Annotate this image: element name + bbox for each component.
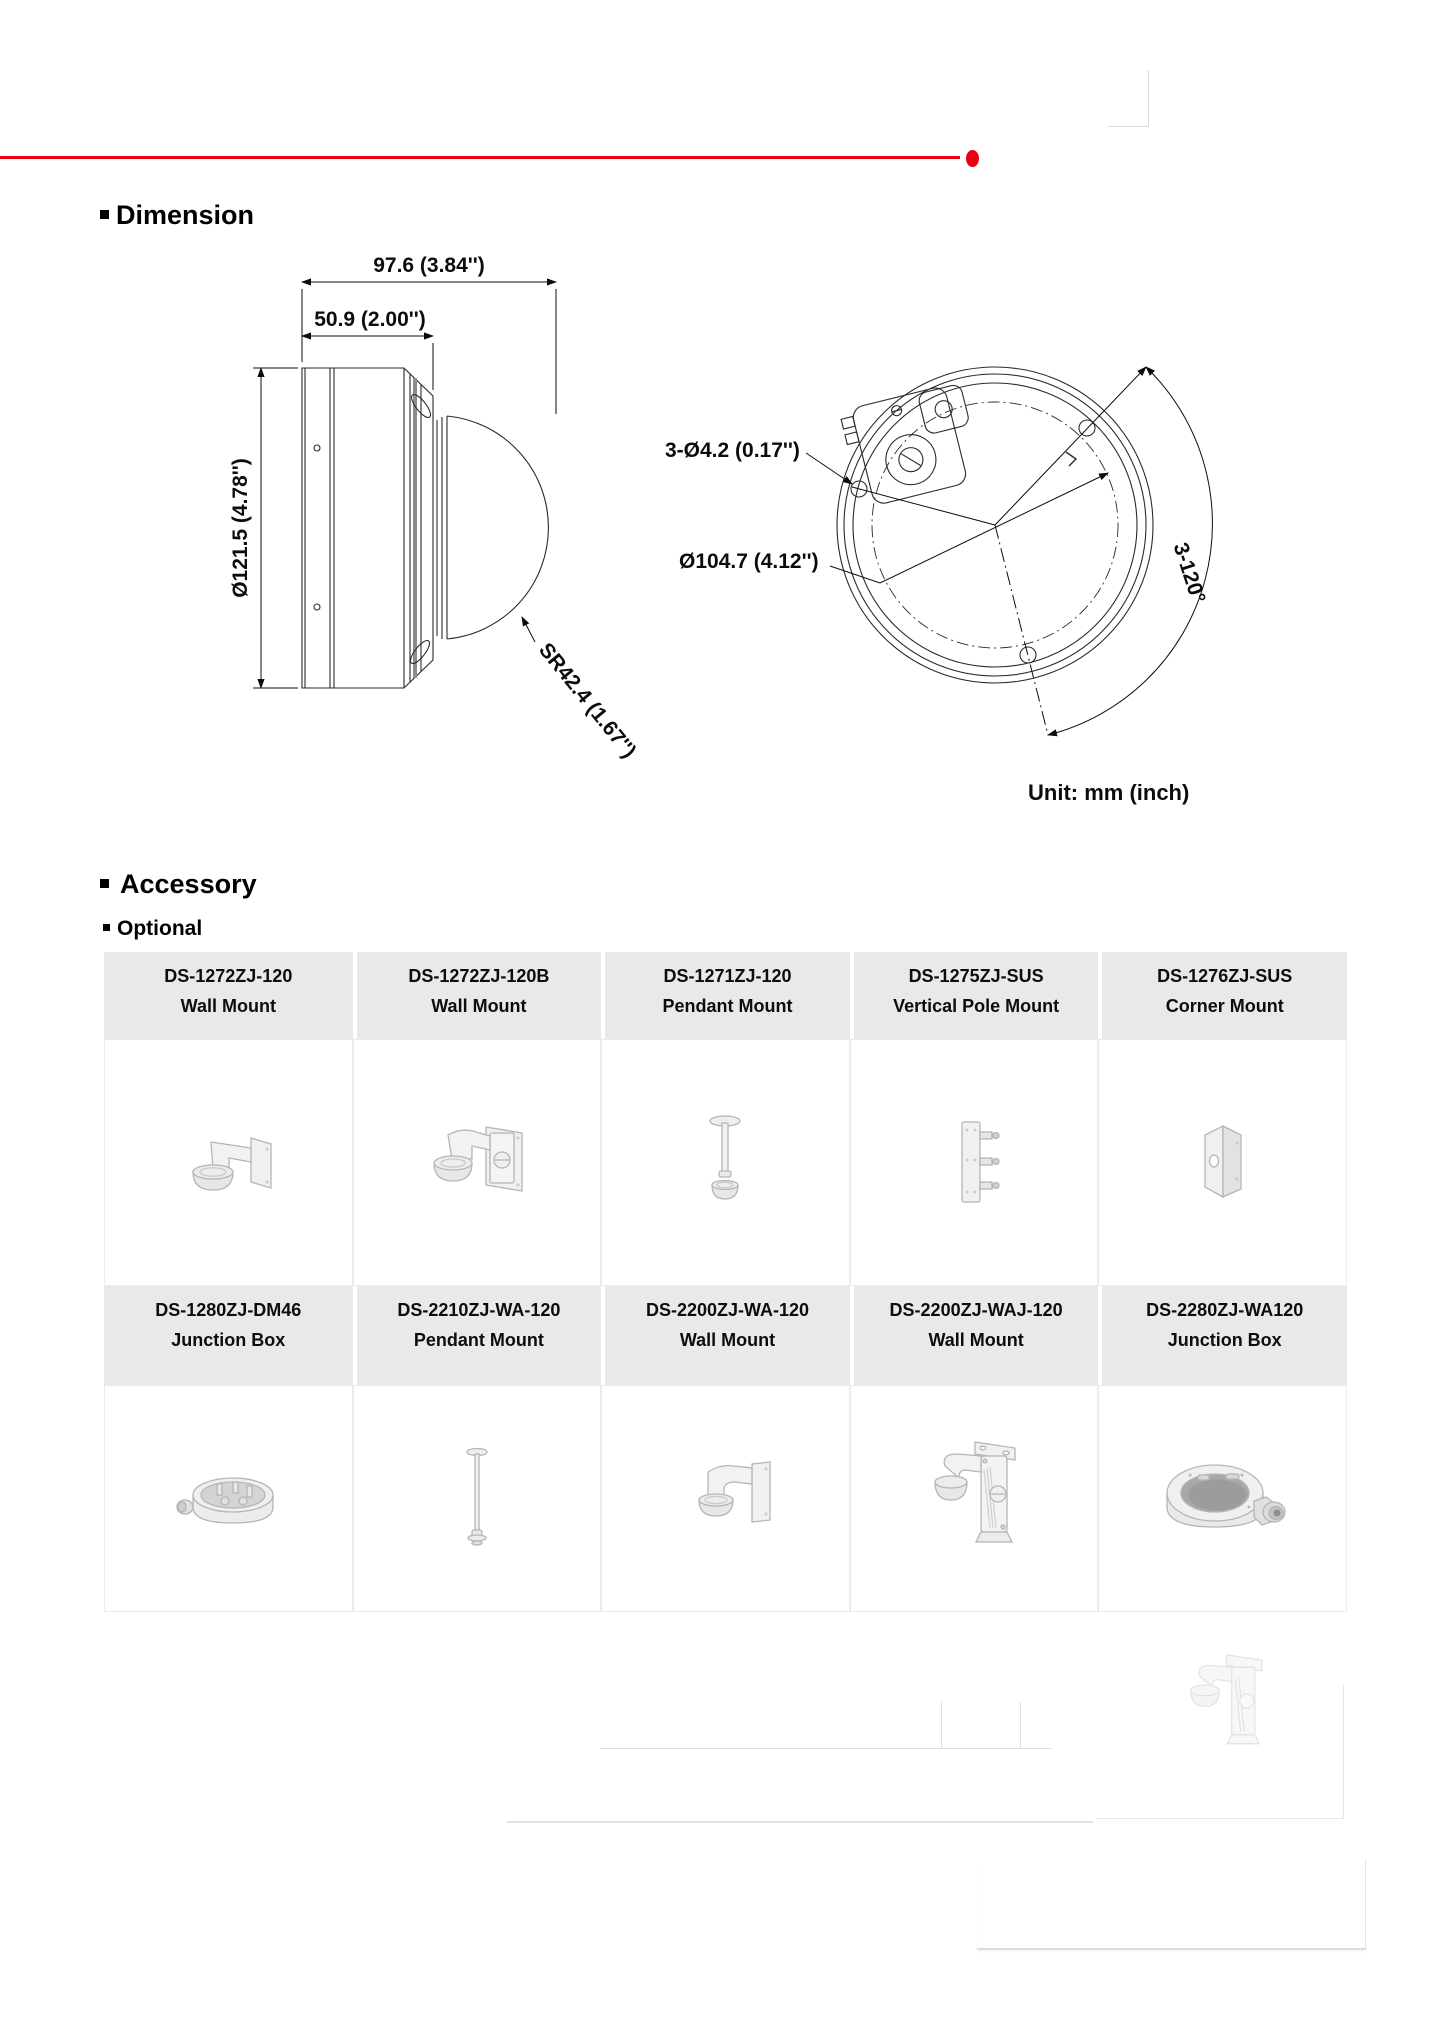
accessory-name: Wall Mount — [180, 996, 276, 1016]
page-artifact-box — [507, 1778, 1093, 1823]
accessory-image-cell — [353, 1385, 602, 1612]
accessory-model: DS-1276ZJ-SUS — [1157, 966, 1293, 986]
accessory-model: DS-1275ZJ-SUS — [908, 966, 1044, 986]
side-view-drawing — [302, 368, 548, 688]
page-artifact-tick — [1020, 1702, 1021, 1748]
dimension-title-text: Dimension — [116, 200, 255, 230]
ghost-wall-mount-icon — [1163, 1653, 1288, 1758]
dim-total-width-label: 97.6 (3.84'') — [373, 254, 485, 277]
bottom-view-dimensions — [806, 367, 1212, 735]
accessory-title-text: Accessory — [120, 869, 257, 899]
wall-mount-backbox-icon — [424, 1123, 529, 1203]
page-artifact-line — [600, 1748, 1052, 1749]
accessory-name: Junction Box — [1167, 1330, 1282, 1350]
unit-note: Unit: mm (inch) — [1028, 780, 1190, 805]
square-bullet-icon — [100, 879, 109, 888]
accessory-optional-subtitle — [103, 917, 202, 941]
accessory-header-cell — [104, 1286, 353, 1385]
accessory-header-cell — [1098, 952, 1347, 1039]
page-artifact-box — [977, 1860, 1366, 1950]
dim-hole-spec-label: 3-Ø4.2 (0.17'') — [665, 439, 800, 462]
wall-arm-cup-icon — [678, 1460, 773, 1538]
accessory-name: Corner Mount — [1165, 996, 1284, 1016]
accessory-image-cell — [850, 1385, 1099, 1612]
accessory-header-cell — [353, 1286, 602, 1385]
accessory-model: DS-2280ZJ-WA120 — [1146, 1300, 1304, 1320]
junction-bowl-icon — [171, 1461, 286, 1536]
accessory-image-cell — [104, 1385, 353, 1612]
accessory-header-cell — [850, 952, 1099, 1039]
accessory-image-cell — [1098, 1385, 1347, 1612]
accessory-image-cell — [353, 1039, 602, 1286]
wall-mount-cup-icon — [181, 1132, 276, 1194]
pendant-rod-icon — [462, 1446, 492, 1551]
accessory-table — [104, 952, 1347, 1612]
accessory-name: Wall Mount — [431, 996, 527, 1016]
accessory-name: Wall Mount — [679, 1330, 776, 1350]
accessory-model: DS-1280ZJ-DM46 — [155, 1300, 302, 1320]
dim-bolt-circle-label: Ø104.7 (4.12'') — [679, 550, 819, 573]
accessory-header-cell — [601, 1286, 850, 1385]
square-bullet-icon — [103, 924, 110, 931]
pendant-rod-cup-icon — [702, 1113, 748, 1213]
page-artifact-tick — [941, 1702, 942, 1748]
accessory-image-cell — [601, 1039, 850, 1286]
accessory-header-cell — [1098, 1286, 1347, 1385]
accessory-name: Vertical Pole Mount — [893, 996, 1060, 1016]
accessory-model: DS-2210ZJ-WA-120 — [397, 1300, 561, 1320]
dim-diameter-label: Ø121.5 (4.78'') — [229, 458, 252, 598]
accessory-header-cell — [104, 952, 353, 1039]
accessory-section-title — [100, 869, 257, 900]
pole-mount-plate-icon — [948, 1118, 1000, 1208]
dim-sphere-radius-label: SR42.4 (1.67'') — [534, 638, 641, 763]
accessory-name: Pendant Mount — [413, 1330, 544, 1350]
corner-bracket-icon — [1197, 1121, 1249, 1205]
accessory-image-cell — [104, 1039, 353, 1286]
dim-hole-angle-label: 3-120° — [1168, 539, 1210, 607]
accessory-image-cell — [1098, 1039, 1347, 1286]
dimension-drawing — [0, 0, 1445, 850]
accessory-model: DS-2200ZJ-WAJ-120 — [889, 1300, 1063, 1320]
accessory-model: DS-2200ZJ-WA-120 — [645, 1300, 810, 1320]
accessory-model: DS-1271ZJ-120 — [663, 966, 792, 986]
accessory-image-cell — [601, 1385, 850, 1612]
accessory-name: Pendant Mount — [662, 996, 793, 1016]
accessory-header-cell — [850, 1286, 1099, 1385]
junction-ring-icon — [1150, 1451, 1295, 1546]
accessory-model: DS-1272ZJ-120 — [164, 966, 293, 986]
accessory-image-cell — [850, 1039, 1099, 1286]
accessory-header-cell — [353, 952, 602, 1039]
accessory-name: Junction Box — [171, 1330, 286, 1350]
accessory-name: Wall Mount — [928, 1330, 1024, 1350]
accessory-header-cell — [601, 952, 850, 1039]
accessory-model: DS-1272ZJ-120B — [408, 966, 550, 986]
dim-base-width-label: 50.9 (2.00'') — [314, 308, 426, 331]
optional-subtitle-text: Optional — [117, 917, 203, 940]
wall-arm-backbox-icon — [919, 1440, 1029, 1558]
